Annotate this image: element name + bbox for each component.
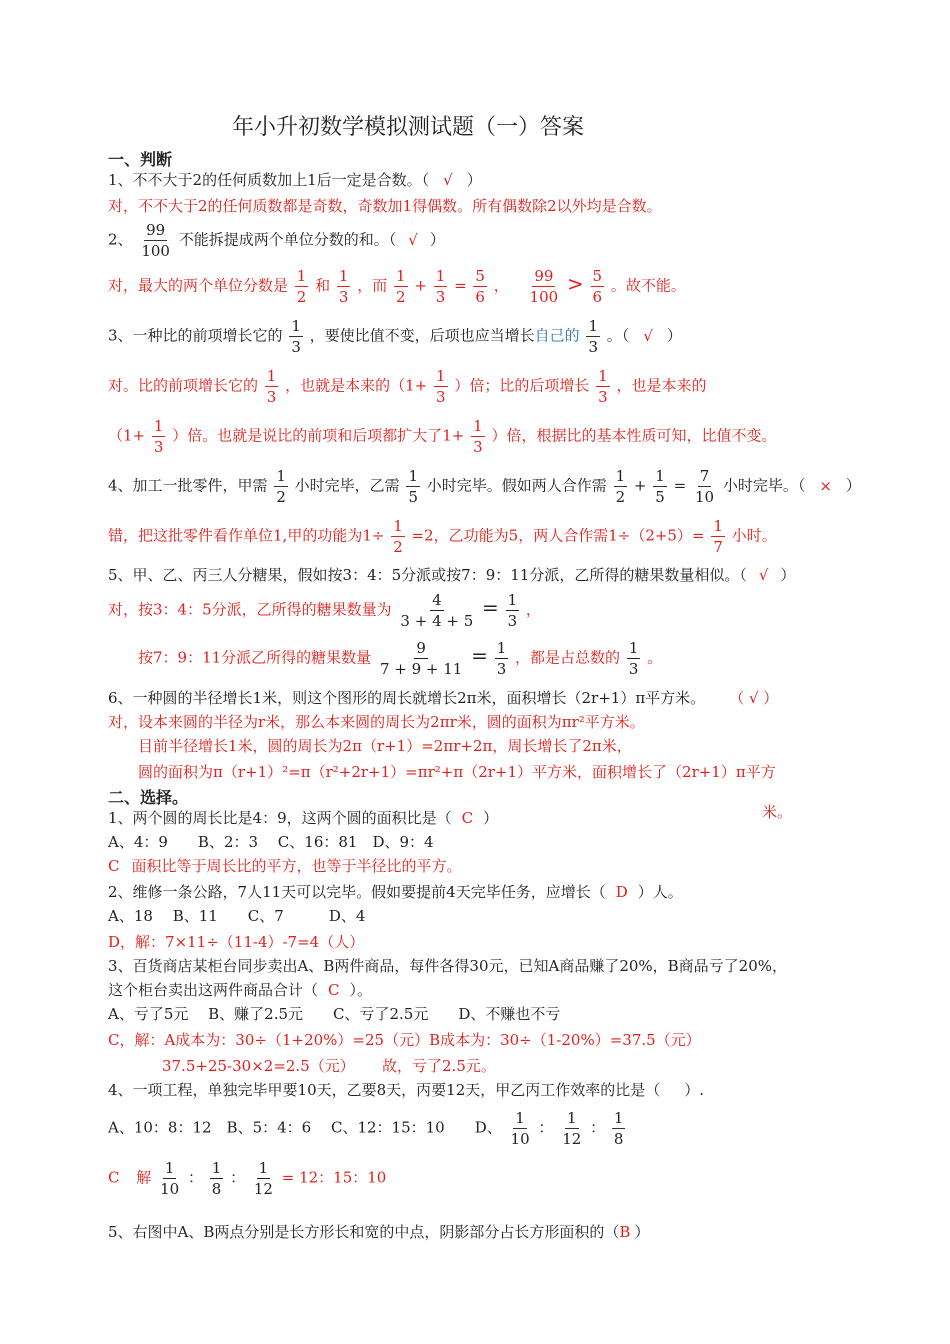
fraction: [337, 266, 351, 307]
choice-4-answer: [108, 1158, 386, 1199]
answer-2: [108, 266, 686, 307]
cross-mark: ×: [819, 476, 832, 495]
fraction-numerator: 1: [655, 467, 665, 485]
text-run: 5、甲、乙、丙三人分糖果，假如按3：4：5分派或按7：9：11分派，乙所得的糖果数量相似。（: [108, 566, 747, 584]
fraction: [434, 266, 448, 307]
text-run: 。（: [606, 326, 630, 345]
fraction-numerator: 5: [475, 267, 485, 285]
text-run: C: [328, 981, 340, 999]
fraction: [434, 366, 448, 407]
text-run: ）: [845, 476, 861, 495]
fraction: [596, 366, 610, 407]
text-run: 解: [136, 1168, 152, 1187]
fraction-denominator: 100: [529, 288, 559, 306]
text-run: 。故不能。: [610, 276, 686, 295]
choice-2-answer: D，解：7×11÷（11-4）-7=4（人）: [108, 933, 365, 951]
text-run: ）: [466, 171, 482, 189]
fraction: [152, 416, 166, 457]
choice-1-answer: [108, 856, 462, 876]
fraction-numerator: 99: [534, 267, 554, 285]
fraction-numerator: 1: [153, 417, 164, 435]
text-run: ：: [187, 1168, 203, 1187]
text-run: ，: [525, 600, 541, 619]
fraction: [711, 516, 725, 557]
fraction-denominator: 3: [435, 288, 446, 306]
fraction-denominator: 12: [253, 1180, 273, 1198]
choice-3-options: A、亏了5元 B、赚了2.5元 C、亏了2.5元 D、不赚也不亏: [108, 1005, 561, 1023]
text-run: 对，按3：4：5分派，乙所得的糖果数量为: [108, 600, 392, 619]
fraction-numerator: 1: [588, 317, 599, 335]
fraction-denominator: 3: [266, 388, 277, 406]
fraction: [495, 638, 509, 679]
fraction-denominator: 3: [588, 338, 599, 356]
fraction: [139, 220, 172, 261]
fraction: [528, 266, 561, 307]
text-run: ，也是本来的: [616, 376, 707, 395]
fraction-denominator: 5: [655, 488, 665, 506]
fraction-denominator: 2: [615, 488, 626, 506]
fraction-numerator: 1: [566, 1109, 577, 1127]
fraction: [586, 316, 600, 357]
fraction-denominator: 10: [694, 488, 715, 506]
text-run: ）: [780, 566, 796, 584]
text-run: 和: [315, 276, 331, 295]
check-mark: √: [408, 230, 418, 249]
fraction-denominator: 7 + 9 + 11: [379, 660, 463, 678]
fraction-denominator: 2: [276, 488, 286, 506]
text-run: 按7：9：11分派乙所得的糖果数量: [138, 648, 372, 667]
choice-3: 3、百货商店某柜台同步卖出A、B两件商品，每件各得30元，已知A商品赚了20%，B商品亏了20%，: [108, 957, 788, 975]
fraction-numerator: 1: [628, 639, 639, 657]
text-run: +: [414, 276, 427, 295]
answer-1: 对，不不大于2的任何质数都是奇数，奇数加1得偶数。所有偶数除2以外均是合数。: [108, 197, 662, 215]
fraction-numerator: 9: [416, 639, 426, 657]
text-run: 小时完毕，乙需: [294, 476, 400, 495]
text-run: 不能拆提成两个单位分数的和。（: [178, 230, 397, 249]
fraction: [398, 590, 475, 631]
fraction: [406, 466, 420, 507]
check-mark: √: [443, 171, 453, 189]
fraction: [391, 516, 405, 557]
fraction-denominator: 2: [396, 288, 406, 306]
fraction: [158, 1158, 181, 1199]
fraction-numerator: 1: [436, 367, 446, 385]
fraction-denominator: 7: [713, 538, 723, 556]
fraction: [471, 416, 485, 457]
text-run: = 12：15：10: [281, 1168, 387, 1187]
fraction-denominator: 2: [296, 288, 307, 306]
fraction: [591, 266, 605, 307]
answer-6-line-2: 目前半径增长1米，圆的周长为2π（r+1）=2πr+2π，周长增长了2π米，: [138, 737, 632, 755]
question-2: [108, 220, 445, 261]
answer-3-line-2: [108, 416, 776, 457]
text-run: ，而: [357, 276, 388, 295]
question-4: [108, 466, 861, 507]
text-run: 4、一项工程，单独完毕甲要10天，乙要8天，丙要12天，甲乙丙工作效率的比是（: [108, 1081, 661, 1099]
section-heading-choice: 二、选择。: [108, 788, 189, 807]
text-run: 面积比等于周长比的平方，也等于半径比的平方。: [131, 857, 462, 875]
fraction-denominator: 100: [141, 242, 170, 260]
page-title: 年小升初数学模拟测试题（一）答案: [232, 115, 585, 140]
question-1: [108, 170, 482, 190]
fraction: [378, 638, 464, 679]
text-run: 4、加工一批零件，甲需: [108, 476, 268, 495]
fraction: [295, 266, 309, 307]
text-run: （1+: [108, 426, 146, 445]
text-run: 1、不不大于2的任何质数加上1后一定是合数。（: [108, 171, 430, 189]
choice-2: [108, 882, 683, 902]
fraction: [560, 1108, 583, 1149]
fraction-numerator: 1: [396, 267, 406, 285]
text-run: ）: [634, 1223, 650, 1241]
text-run: ）: [429, 230, 445, 249]
fraction: [274, 466, 288, 507]
choice-4: [108, 1080, 704, 1100]
answer-5-line-1: [108, 590, 541, 631]
choice-5: [108, 1222, 649, 1242]
fraction-numerator: 1: [473, 417, 483, 435]
choice-4-options: [108, 1108, 627, 1149]
fraction: [653, 466, 667, 507]
text-run: C: [108, 857, 120, 875]
fraction-numerator: 1: [393, 517, 403, 535]
text-run: ）倍；比的后项增长: [454, 376, 590, 395]
fraction-denominator: 2: [393, 538, 403, 556]
text-run: 对，最大的两个单位分数是: [108, 276, 289, 295]
text-run: B: [619, 1223, 631, 1241]
fraction-numerator: 1: [408, 467, 418, 485]
check-mark: √: [758, 566, 769, 584]
fraction-denominator: 3: [436, 388, 446, 406]
question-6: [108, 688, 778, 708]
fraction-numerator: 1: [615, 467, 626, 485]
answer-4: [108, 516, 777, 557]
fraction-denominator: 8: [211, 1180, 222, 1198]
text-run: ）.: [684, 1081, 705, 1099]
text-run: ）倍，根据比的基本性质可知，比值不变。: [491, 426, 777, 445]
text-run: +: [633, 476, 647, 495]
text-run: ）人。: [637, 883, 683, 901]
check-mark: （ √ ）: [729, 689, 779, 707]
fraction-denominator: 3: [291, 338, 301, 356]
fraction: [693, 466, 716, 507]
fraction-denominator: 10: [510, 1130, 530, 1148]
text-run: =: [454, 276, 467, 295]
fraction-numerator: 1: [338, 267, 349, 285]
choice-1: [108, 808, 498, 828]
text-run: 。: [647, 648, 663, 667]
text-run: 自己的: [534, 326, 580, 345]
text-run: 3、一种比的前项增长它的: [108, 326, 283, 345]
fraction-denominator: 10: [160, 1180, 180, 1198]
text-run: 6、一种圆的半径增长1米，则这个图形的周长就增长2π米，面积增长（2r+1）π平方米。: [108, 689, 706, 707]
answer-5-line-2: [138, 638, 662, 679]
text-run: ，也就是本来的（1+: [285, 376, 428, 395]
fraction: [506, 590, 520, 631]
text-run: =: [482, 595, 499, 620]
text-run: =: [471, 643, 488, 668]
text-run: ：: [590, 1118, 606, 1137]
fraction-numerator: 1: [291, 317, 301, 335]
text-run: ）。: [349, 981, 373, 999]
fraction-denominator: 3: [153, 438, 164, 456]
fraction-numerator: 1: [276, 467, 286, 485]
text-run: =: [673, 476, 687, 495]
question-5: [108, 565, 795, 585]
text-run: ：: [230, 1168, 246, 1187]
fraction-denominator: 8: [613, 1130, 624, 1148]
fraction: [210, 1158, 224, 1199]
fraction-numerator: 1: [496, 639, 507, 657]
text-run: 小时。: [731, 526, 777, 545]
answer-6-line-1: 对，设本来圆的半径为r米，那么本来圆的周长为2πr米，圆的面积为πr²平方米。: [108, 713, 645, 731]
question-3: [108, 316, 682, 357]
text-run: 5、右图中A、B两点分别是长方形长和宽的中点，阴影部分占长方形面积的（: [108, 1223, 620, 1241]
fraction: [394, 266, 408, 307]
fraction-numerator: 1: [296, 267, 307, 285]
fraction: [289, 316, 303, 357]
fraction: [614, 466, 628, 507]
text-run: 小时完毕。（: [722, 476, 806, 495]
choice-3-answer-2: 37.5+25-30×2=2.5（元） 故，亏了2.5元。: [162, 1057, 496, 1075]
fraction-denominator: 5: [408, 488, 418, 506]
fraction-numerator: 1: [211, 1159, 222, 1177]
fraction-numerator: 1: [266, 367, 277, 385]
text-run: ：: [538, 1118, 554, 1137]
fraction-numerator: 1: [613, 1109, 624, 1127]
choice-3-line-2: [108, 980, 372, 1000]
text-run: 1、两个圆的周长比是4：9，这两个圆的面积比是（: [108, 809, 452, 827]
answer-6-line-4: 米。: [762, 803, 793, 821]
fraction: [265, 366, 279, 407]
text-run: A、10：8：12 B、5：4：6 C、12：15：10 D、: [108, 1118, 502, 1137]
fraction-denominator: 6: [475, 288, 485, 306]
fraction: [509, 1108, 532, 1149]
fraction-denominator: 3: [496, 660, 507, 678]
fraction-denominator: 12: [562, 1130, 582, 1148]
text-run: C: [108, 1168, 120, 1187]
check-mark: √: [643, 326, 653, 345]
text-run: ）: [666, 326, 682, 345]
text-run: ，: [493, 276, 509, 295]
fraction-numerator: 1: [164, 1159, 175, 1177]
fraction-numerator: 7: [699, 467, 710, 485]
section-heading-judge: 一、判断: [108, 150, 173, 169]
text-run: ）: [483, 809, 499, 827]
fraction-numerator: 1: [598, 367, 608, 385]
fraction: [473, 266, 487, 307]
fraction-denominator: 3: [338, 288, 349, 306]
fraction-denominator: 3: [507, 612, 518, 630]
choice-1-options: A、4：9 B、2：3 C、16：81 D、9：4: [108, 833, 434, 851]
text-run: 错，把这批零件看作单位1,甲的功能为1÷: [108, 526, 385, 545]
fraction: [612, 1108, 626, 1149]
text-run: >: [566, 271, 584, 296]
answer-3-line-1: [108, 366, 707, 407]
text-run: ，要使比值不变，后项也应当增长: [309, 326, 535, 345]
fraction-numerator: 5: [592, 267, 603, 285]
fraction-numerator: 4: [432, 591, 442, 609]
text-run: =2，乙功能为5，两人合作需1÷（2+5）=: [411, 526, 705, 545]
answer-6-line-3: 圆的面积为π（r+1）²=π（r²+2r+1）=πr²+π（2r+1）平方米，面积增长了（2r+1）π平方: [138, 763, 776, 781]
text-run: C: [461, 809, 474, 827]
fraction-numerator: 1: [713, 517, 723, 535]
fraction-denominator: 3: [628, 660, 639, 678]
fraction-denominator: 3 + 4 + 5: [400, 612, 474, 630]
text-run: 这个柜台卖出这两件商品合计（: [108, 981, 319, 999]
fraction: [252, 1158, 275, 1199]
fraction-numerator: 99: [146, 221, 166, 239]
text-run: D: [615, 883, 628, 901]
fraction-denominator: 6: [592, 288, 603, 306]
fraction-numerator: 1: [507, 591, 518, 609]
fraction-numerator: 1: [258, 1159, 269, 1177]
fraction-numerator: 1: [435, 267, 446, 285]
fraction-numerator: 1: [515, 1109, 525, 1127]
fraction-denominator: 3: [473, 438, 483, 456]
choice-3-answer-1: C，解：A成本为：30÷（1+20%）=25（元）B成本为：30÷（1-20%）=37.5（元）: [108, 1031, 701, 1049]
text-run: 小时完毕。假如两人合作需: [426, 476, 607, 495]
choice-2-options: A、18 B、11 C、7 D、4: [108, 907, 366, 925]
text-run: ）倍。也就是说比的前项和后项都扩大了1+: [172, 426, 465, 445]
text-run: 2、维修一条公路，7人11天可以完毕。假如要提前4天完毕任务，应增长（: [108, 883, 606, 901]
fraction: [627, 638, 641, 679]
text-run: ，都是占总数的: [515, 648, 621, 667]
text-run: 2、: [108, 230, 133, 249]
fraction-denominator: 3: [598, 388, 608, 406]
text-run: 对。比的前项增长它的: [108, 376, 259, 395]
